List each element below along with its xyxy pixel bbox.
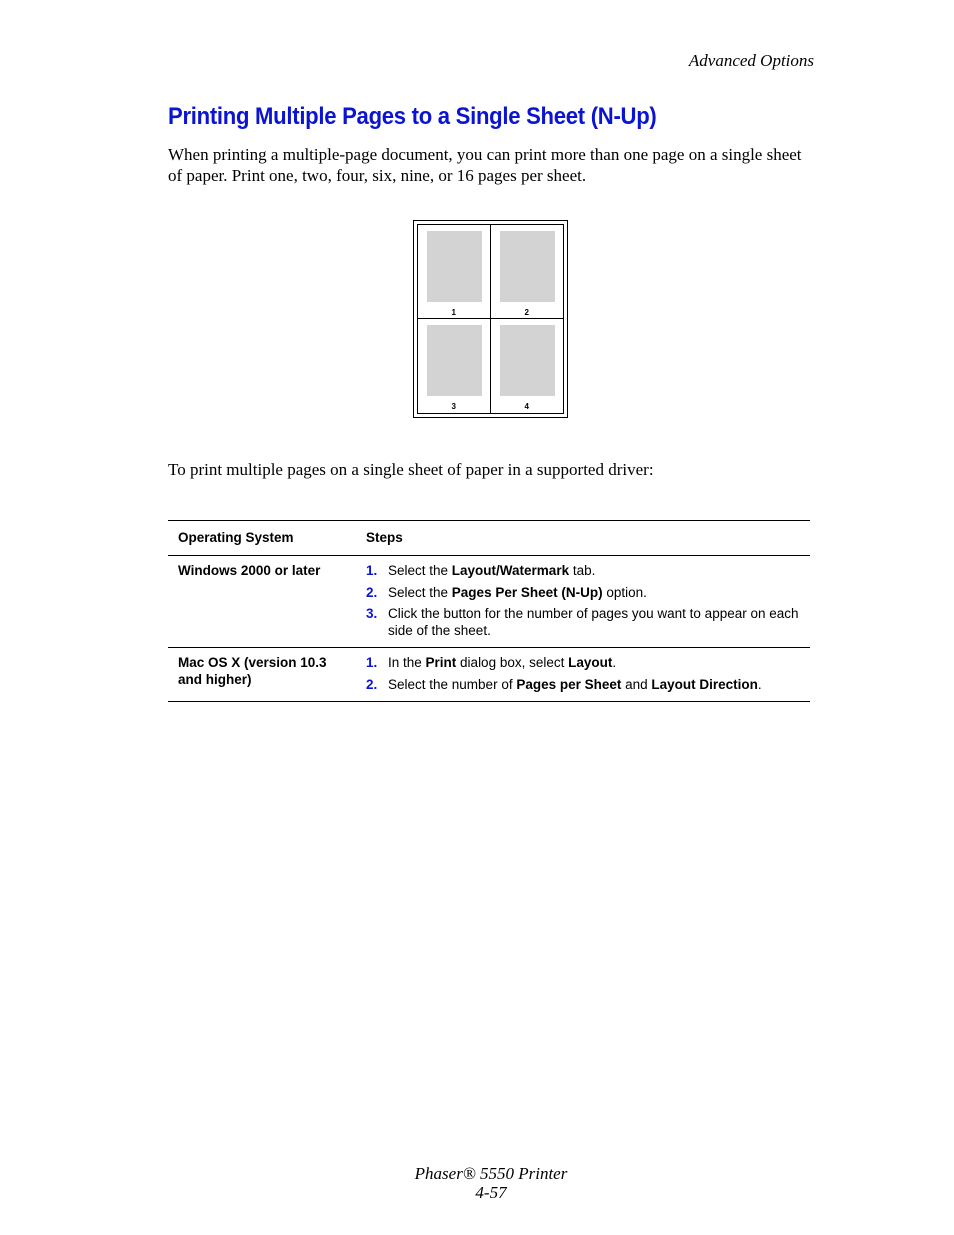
step-item <box>366 676 800 693</box>
step-list <box>366 562 800 639</box>
ui-term: Layout Direction <box>651 676 758 692</box>
n-up-cell <box>491 225 564 319</box>
steps-cell <box>356 556 810 648</box>
step-text: . <box>757 676 762 692</box>
step-number: 1. <box>366 563 378 578</box>
page-number-label: 4 <box>524 402 529 411</box>
running-header: Advanced Options <box>688 51 814 70</box>
table-row <box>168 556 810 648</box>
step-number: 2. <box>366 584 378 600</box>
steps-cell <box>356 648 810 702</box>
page-number-label: 3 <box>451 402 456 411</box>
ui-term: Pages per Sheet <box>516 676 622 692</box>
footer-product: Phaser® 5550 Printer <box>414 1164 568 1183</box>
ui-term: Print <box>425 655 457 670</box>
page-thumbnail <box>427 325 482 396</box>
page-thumbnail <box>427 231 482 302</box>
column-header-steps: Steps <box>366 530 403 545</box>
step-text: In the <box>388 655 426 670</box>
step-number: 2. <box>366 676 378 692</box>
step-text: dialog box, select <box>456 655 569 670</box>
footer-page-number: 4-57 <box>475 1183 507 1202</box>
step-text: Select the <box>388 563 452 578</box>
steps-table <box>168 520 810 702</box>
lead-in-sentence: To print multiple pages on a single sheet of paper in a supported driver: <box>168 460 654 479</box>
step-text: . <box>612 655 617 670</box>
n-up-illustration <box>413 220 568 418</box>
page-title: Printing Multiple Pages to a Single Sheet (N-Up) <box>168 103 657 130</box>
step-text: Select the number of <box>388 676 517 692</box>
ui-term: Layout <box>568 655 613 670</box>
step-item <box>366 562 800 579</box>
step-number: 3. <box>366 606 378 621</box>
n-up-sheet <box>417 224 564 414</box>
step-text: option. <box>602 584 647 600</box>
step-text: Select the <box>388 584 452 600</box>
page-number-label: 1 <box>451 308 456 317</box>
n-up-cell <box>418 319 491 413</box>
step-text: Click the button for the number of pages you want to appear on each side of the sheet. <box>388 606 799 638</box>
n-up-cell <box>491 319 564 413</box>
step-text: tab. <box>569 563 596 578</box>
column-header-os: Operating System <box>178 530 294 545</box>
step-item <box>366 654 800 671</box>
page-thumbnail <box>500 325 555 396</box>
step-list <box>366 654 800 693</box>
ui-term: Layout/Watermark <box>451 563 570 578</box>
os-cell: Mac OS X (version 10.3 and higher) <box>178 655 327 687</box>
os-cell: Windows 2000 or later <box>178 563 321 578</box>
step-text: and <box>621 676 652 692</box>
table-row <box>168 648 810 702</box>
step-item <box>366 584 800 601</box>
n-up-cell <box>418 225 491 319</box>
table-body <box>168 556 810 702</box>
intro-paragraph: When printing a multiple-page document, you can print more than one page on a single sheet of paper. Print one, two, four, six, nine, or 16 pages per sheet. <box>168 145 802 185</box>
page-footer <box>0 1164 954 1202</box>
page-number-label: 2 <box>524 308 529 317</box>
page-thumbnail <box>500 231 555 302</box>
step-number: 1. <box>366 655 378 670</box>
step-item <box>366 605 800 639</box>
table-header-row <box>168 521 810 556</box>
ui-term: Pages Per Sheet (N-Up) <box>451 584 603 600</box>
